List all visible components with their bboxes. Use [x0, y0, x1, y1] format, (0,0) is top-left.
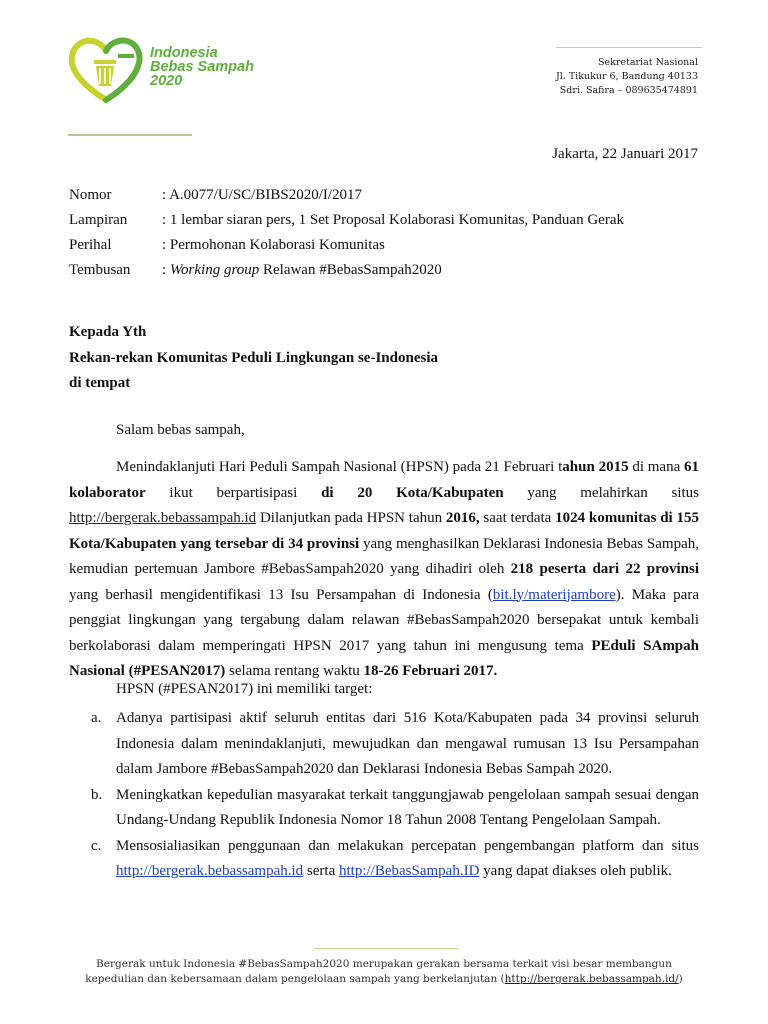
list-text-part: serta: [303, 863, 339, 879]
meta-value: : Permohonan Kolaborasi Komunitas: [162, 237, 385, 253]
logo-wordmark: [150, 46, 254, 88]
body-text: selama rentang waktu: [225, 663, 364, 679]
body-bold: 2016,: [445, 510, 480, 526]
body-text: yang berhasil mengidentifikasi 13 Isu Persampahan di Indonesia (: [69, 586, 493, 603]
secretariat-block: [556, 56, 698, 98]
greeting: Salam bebas sampah,: [116, 422, 245, 438]
footer-text: ): [678, 973, 683, 985]
body-bold: 218 peserta dari 22 provinsi: [510, 561, 700, 577]
meta-row-tembusan: [69, 258, 624, 283]
recipient-line-2: Rekan-rekan Komunitas Peduli Lingkungan se-Indonesia: [69, 349, 438, 366]
body-text: saat terdata: [479, 510, 556, 526]
body-text: yang menghasilkan Deklarasi Indonesia Bebas Sampah, kemudian pertemuan Jambore #BebasSampah2020 yang dihadiri oleh: [69, 535, 699, 577]
meta-label: Lampiran: [69, 212, 128, 228]
targets-list: [69, 706, 699, 885]
footer-line-1: Bergerak untuk Indonesia #BebasSampah2020 merupakan gerakan bersama terkait visi besar membangun: [96, 958, 672, 970]
targets-intro: HPSN (#PESAN2017) ini memiliki target:: [116, 681, 373, 697]
body-paragraph: [69, 455, 699, 685]
meta-value: : A.0077/U/SC/BIBS2020/I/2017: [162, 187, 363, 203]
letter-date: Jakarta, 22 Januari 2017: [552, 146, 698, 162]
heart-logo-icon: [72, 41, 140, 100]
link-bergerak-2[interactable]: http://bergerak.bebassampah.id: [116, 863, 304, 879]
link-materijambore[interactable]: bit.ly/materijambore: [492, 586, 616, 603]
footer-text: kepedulian dan kebersamaan dalam pengelolaan sampah yang berkelanjutan (: [85, 973, 505, 985]
body-bold: 61 kolaborator: [69, 459, 700, 501]
recipient-line-1: Kepada Yth: [69, 324, 147, 340]
logo-line-2: Bebas Sampah: [150, 59, 254, 75]
body-bold: 1024 komunitas di 155 Kota/Kabupaten yang tersebar di 34 provinsi: [69, 510, 699, 552]
list-text: [116, 834, 699, 885]
logo-line-3: 2020: [150, 73, 183, 89]
list-marker: a.: [91, 710, 102, 726]
body-text: ). Maka para penggiat lingkungan yang tergabung dalam relawan #BebasSampah2020 bersepakat untuk kembali berkolaborasi dalam memperingati HPSN 2017 yang tahun ini mengusung tema: [69, 586, 699, 654]
body-text: yang melahirkan situs: [503, 484, 699, 501]
tembusan-italic: Working group: [169, 262, 260, 278]
list-item: [69, 706, 699, 783]
body-bold: 18-26 Februari 2017.: [363, 663, 498, 679]
list-text-part: Mensosialiasikan penggunaan dan melakukan percepatan pengembangan platform dan situs: [116, 837, 699, 854]
body-text: Menindaklanjuti Hari Peduli Sampah Nasional (HPSN) pada 21 Februari t: [116, 459, 563, 475]
footer-line-2: [60, 972, 708, 987]
list-item: [69, 834, 699, 885]
meta-value: : 1 lembar siaran pers, 1 Set Proposal Kolaborasi Komunitas, Panduan Gerak: [162, 212, 624, 228]
secretariat-address: Jl. Tikukur 6, Bandung 40133: [555, 71, 698, 82]
recipient-block: [69, 320, 438, 397]
meta-row-nomor: [69, 183, 624, 208]
letter-meta: [69, 183, 624, 283]
meta-label: Perihal: [69, 237, 112, 253]
meta-value: [162, 258, 442, 283]
meta-row-perihal: [69, 233, 624, 258]
body-text: Dilanjutkan pada HPSN tahun: [256, 510, 446, 526]
list-text: Meningkatkan kepedulian masyarakat terkait tanggungjawab pengelolaan sampah sesuai dengan Undang-Undang Republik Indonesia Nomor 18 Tahun 2008 Tentang Pengelolaan Sampah.: [116, 786, 699, 828]
footer: [60, 957, 708, 987]
header-divider: [556, 47, 702, 48]
list-text-part: yang dapat diakses oleh publik.: [479, 863, 672, 879]
link-bebassampah[interactable]: http://BebasSampah.ID: [339, 863, 480, 879]
tembusan-rest: Relawan #BebasSampah2020: [259, 262, 442, 278]
body-text: ikut berpartisipasi: [145, 484, 322, 501]
meta-colon: :: [162, 262, 170, 278]
body-bold: di 20 Kota/Kabupaten: [321, 484, 504, 501]
list-item: [69, 783, 699, 834]
footer-link[interactable]: http://bergerak.bebassampah.id/: [504, 973, 679, 985]
footer-rule: [314, 948, 458, 949]
list-text: Adanya partisipasi aktif seluruh entitas dari 516 Kota/Kabupaten pada 34 provinsi seluruh Indonesia dalam menindaklanjuti, mewujudkan dan mengawal rumusan 13 Isu Persampahan dalam Jambore #BebasSampah2020 dan Deklarasi Indonesia Bebas Sampah 2020.: [116, 710, 699, 777]
secretariat-contact: Sdri. Safira – 089635474891: [559, 85, 698, 96]
meta-label: Tembusan: [69, 262, 131, 278]
meta-label: Nomor: [69, 187, 112, 203]
body-bold: PEduli SAmpah Nasional (#PESAN2017): [69, 637, 699, 679]
secretariat-title: Sekretariat Nasional: [597, 57, 698, 68]
list-marker: c.: [91, 837, 102, 854]
meta-row-lampiran: [69, 208, 624, 233]
link-bergerak[interactable]: http://bergerak.bebassampah.id: [69, 510, 257, 526]
recipient-line-3: di tempat: [69, 375, 131, 391]
header-rule: [68, 134, 192, 136]
logo-line-1: Indonesia: [150, 45, 218, 61]
body-text: di mana: [628, 459, 685, 475]
body-bold: ahun 2015: [562, 459, 629, 475]
list-marker: b.: [91, 786, 103, 803]
